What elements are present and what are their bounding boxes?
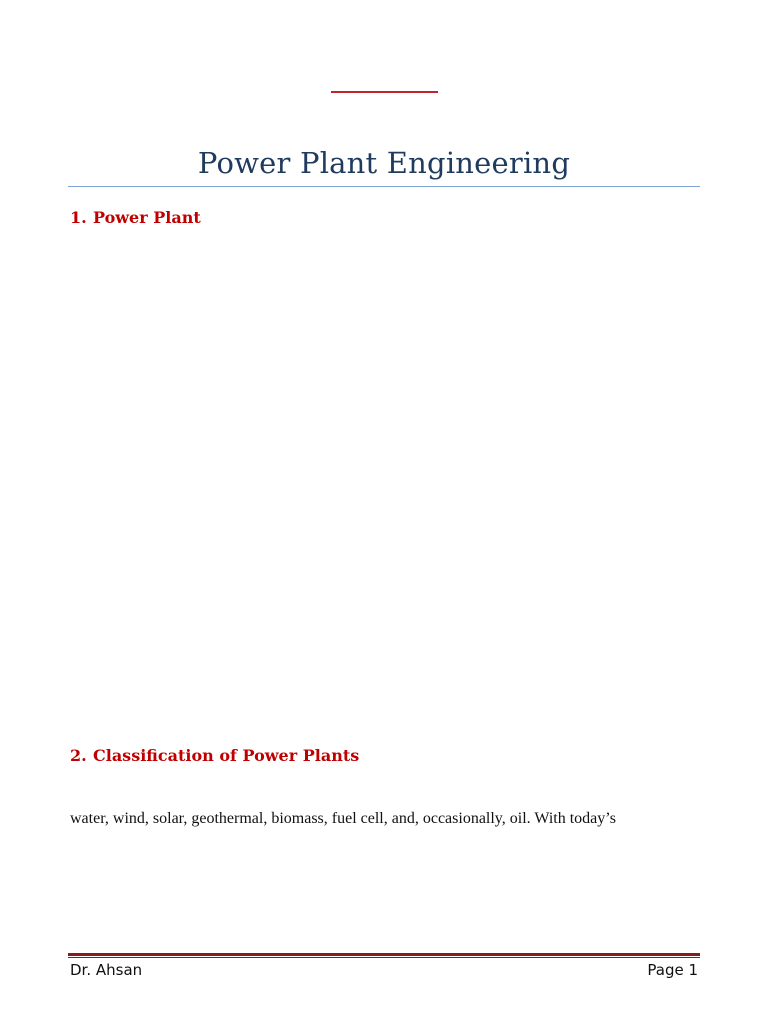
body-paragraph-line: water, wind, solar, geothermal, biomass, fuel cell, and, occasionally, oil. With today’s (70, 810, 616, 827)
section-heading-text: Classification of Power Plants (93, 746, 360, 765)
footer-rule (68, 953, 700, 956)
header-accent-rule (331, 91, 438, 93)
footer-page-number: Page 1 (647, 961, 698, 979)
section-heading-power-plant (70, 207, 201, 229)
section-heading-text: Power Plant (93, 208, 201, 227)
title-underline (68, 186, 700, 187)
footer-rule-thin (68, 957, 700, 958)
document-title: Power Plant Engineering (197, 146, 571, 180)
footer-author: Dr. Ahsan (70, 961, 143, 979)
section-number: 1. (70, 208, 87, 227)
section-number: 2. (70, 746, 87, 765)
section-heading-classification (70, 745, 359, 767)
